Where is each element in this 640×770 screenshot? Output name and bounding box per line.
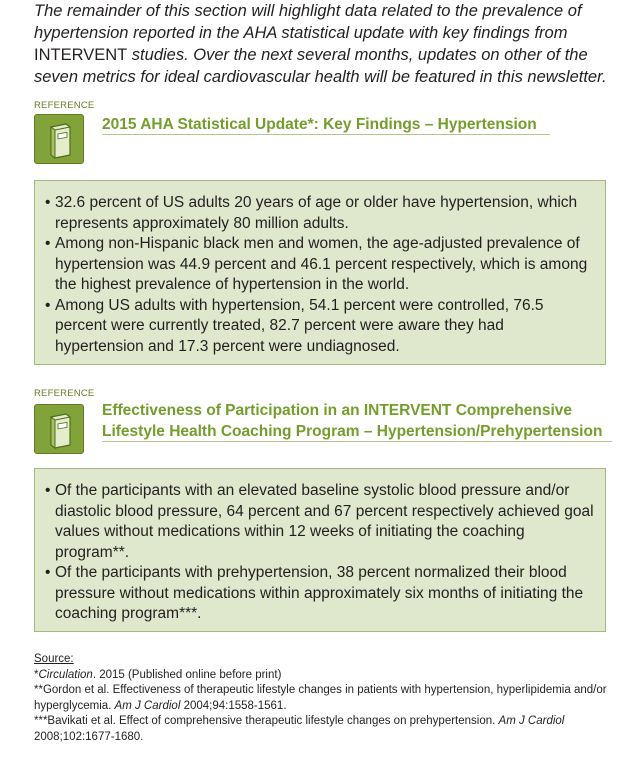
section1-title-rule (102, 134, 550, 135)
section2-bullet-list (45, 481, 595, 625)
list-item: • Of the participants with an elevated baseline systolic blood pressure and/or diastolic blood pressure, 64 percent and 67 percent respectively achieved goal values without medications within 12 weeks of initiating the coaching program**. (45, 481, 595, 563)
source-3 (34, 714, 614, 745)
source-1-rest: . 2015 (Published online before print) (92, 668, 282, 681)
section1-bullet-list (45, 193, 595, 357)
sources-block (34, 652, 614, 745)
intro-paragraph (34, 0, 624, 88)
source-1-prefix: * (34, 668, 39, 681)
section2-title-rule (102, 441, 612, 442)
list-item: • Among non-Hispanic black men and women, the age-adjusted prevalence of hypertension was 44.9 percent and 46.1 percent respectively, which is among the highest prevalence of hypertension in the world. (45, 234, 595, 296)
list-item: • Of the participants with prehypertension, 38 percent normalized their blood pressure without medications within approximately six months of initiating the coaching program***. (45, 563, 595, 625)
source-1-journal: Circulation (38, 668, 93, 681)
intro-text-1: The remainder of this section will highlight data related to the prevalence of hypertension reported in the AHA statistical update with key findings from (34, 2, 582, 42)
book-icon (34, 404, 84, 454)
source-2 (34, 683, 614, 714)
source-2-rest: 2004;94:1558-1561. (180, 699, 287, 712)
reference-label-1: REFERENCE (34, 100, 95, 111)
section2-title-line2: Lifestyle Health Coaching Program – Hypertension/Prehypertension (102, 423, 603, 440)
list-item: • 32.6 percent of US adults 20 years of age or older have hypertension, which represents approximately 80 million adults. (45, 193, 595, 234)
intro-text-2: studies. Over the next several months, updates on other of the seven metrics for ideal cardiovascular health will be featured in this newsletter. (34, 46, 607, 86)
section1-title (102, 114, 537, 135)
list-item: • Among US adults with hypertension, 54.1 percent were controlled, 76.5 percent were currently treated, 82.7 percent were aware they had hypertension and 17.3 percent were undiagnosed. (45, 296, 595, 358)
source-3-rest: 2008;102:1677-1680. (34, 730, 144, 743)
section2-title (102, 400, 602, 442)
sources-heading: Source: (34, 653, 74, 665)
book-icon (34, 114, 84, 164)
source-3-journal: Am J Cardiol (498, 715, 565, 727)
intro-intervent: INTERVENT (34, 46, 128, 64)
source-2-journal: Am J Cardiol (114, 699, 181, 712)
section2-findings-box (34, 468, 606, 632)
source-2-text: **Gordon et al. Effectiveness of therapeutic lifestyle changes in patients with hypertension, hyperlipidemia and/or hyperglycemia. (34, 684, 607, 712)
reference-label-2: REFERENCE (34, 388, 95, 399)
source-1 (34, 668, 614, 684)
section1-title-text: 2015 AHA Statistical Update*: Key Findings – Hypertension (102, 116, 537, 133)
section2-title-line1: Effectiveness of Participation in an INTERVENT Comprehensive (102, 402, 572, 419)
section1-findings-box (34, 180, 606, 365)
source-3-text: ***Bavikati et al. Effect of comprehensive therapeutic lifestyle changes on prehypertension. (34, 715, 499, 727)
